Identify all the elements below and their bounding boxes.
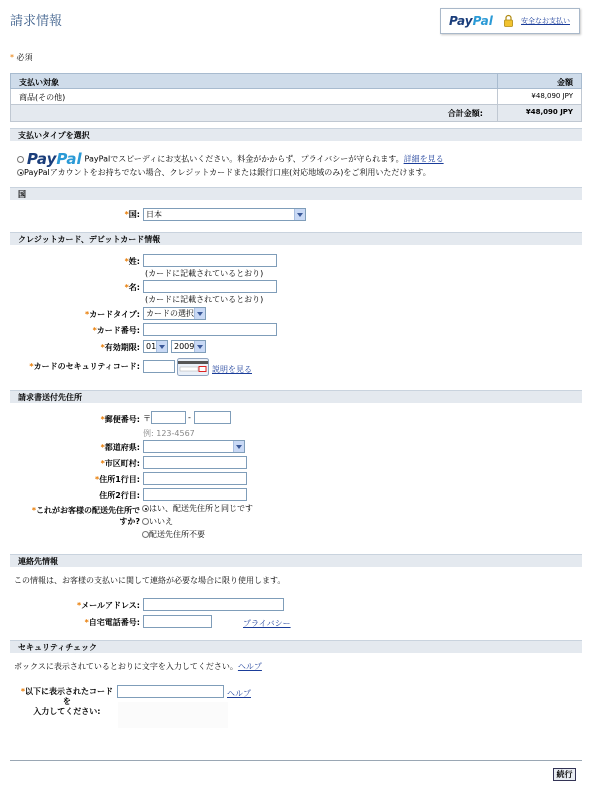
items-table-header [10, 73, 582, 89]
shipping-option-no[interactable]: いいえ [142, 516, 173, 527]
captcha-image [118, 702, 228, 728]
chevron-down-icon [156, 341, 167, 352]
card-number-input[interactable] [143, 323, 277, 336]
captcha-label: *以下に表示されたコード を 入力してください: [20, 687, 113, 716]
paypal-option [17, 150, 587, 168]
address1-label: *住所1行目: [95, 475, 140, 484]
required-note: * 必須 [10, 53, 33, 62]
captcha-input[interactable] [117, 685, 224, 698]
postal-prefix: 〒 [143, 414, 151, 423]
first-name-note: (カードに記載されているとおり) [145, 295, 264, 304]
postal-code-2-input[interactable] [194, 411, 231, 424]
paypal-logo: PayPal [26, 150, 82, 168]
card-option [17, 167, 431, 178]
shipping-option-none[interactable]: 配送先住所不要 [142, 529, 205, 540]
security-code-label: *カードのセキュリティコード: [29, 362, 140, 371]
total-value: ¥48,090 JPY [525, 108, 573, 116]
total-label: 合計金額: [447, 109, 483, 118]
yes-radio[interactable] [142, 505, 149, 512]
country-select[interactable]: 日本 [143, 208, 306, 221]
address1-input[interactable] [143, 472, 247, 485]
table-row [10, 89, 582, 105]
postal-dash: - [188, 413, 191, 422]
contact-heading: 連絡先情報 [10, 554, 582, 567]
paypal-header-box [440, 8, 580, 34]
country-heading: 国 [10, 187, 582, 200]
last-name-input[interactable] [143, 254, 277, 267]
no-radio[interactable] [142, 518, 149, 525]
security-check-heading: セキュリティチェック [10, 640, 582, 653]
card-number-label: *カード番号: [92, 326, 140, 335]
postal-example: 例: 123-4567 [143, 429, 195, 438]
item-name: 商品(その他) [19, 93, 66, 102]
security-check-description: ボックスに表示されているとおりに文字を入力してください。ヘルプ [14, 662, 262, 671]
expiry-year-select[interactable]: 2009 [171, 340, 206, 353]
continue-button[interactable]: 続行 [553, 768, 576, 781]
last-name-note: (カードに記載されているとおり) [145, 269, 264, 278]
item-column-header: 支払い対象 [19, 78, 59, 87]
lock-icon [504, 14, 513, 27]
paypal-radio[interactable] [17, 156, 24, 163]
shipping-option-yes[interactable]: はい、配送先住所と同じです [142, 503, 253, 514]
page-title: 請求情報 [10, 14, 63, 29]
amount-column-header: 金額 [557, 78, 573, 87]
email-label: *メールアドレス: [77, 601, 140, 610]
expiry-label: *有効期限: [100, 343, 140, 352]
postal-code-1-input[interactable] [151, 411, 186, 424]
postal-code-label: *郵便番号: [100, 415, 140, 424]
phone-input[interactable] [143, 615, 212, 628]
chevron-down-icon [294, 209, 305, 220]
address2-label: 住所2行目: [99, 491, 140, 500]
card-option-label: PayPalアカウントをお持ちでない場合、クレジットカードまたは銀行口座(対応地域のみ)をご利用いただけます。 [24, 168, 431, 177]
first-name-label: *名: [124, 283, 140, 292]
paypal-details-link[interactable]: 詳細を見る [403, 154, 444, 164]
email-input[interactable] [143, 598, 284, 611]
card-type-label: *カードタイプ: [85, 310, 140, 319]
prefecture-select[interactable] [143, 440, 245, 453]
security-help-link[interactable]: ヘルプ [237, 662, 262, 671]
billing-heading: 請求書送付先住所 [10, 390, 582, 403]
footer-divider [10, 760, 582, 761]
card-radio[interactable] [17, 169, 24, 176]
city-input[interactable] [143, 456, 247, 469]
chevron-down-icon [194, 308, 205, 319]
security-code-help-link[interactable]: 説明を見る [212, 365, 252, 374]
phone-label: *自宅電話番号: [84, 618, 140, 627]
card-type-select[interactable]: カードの選択 [143, 307, 206, 320]
first-name-input[interactable] [143, 280, 277, 293]
chevron-down-icon [233, 441, 244, 452]
secure-payment-link[interactable]: 安全なお支払い [521, 17, 570, 25]
payment-type-heading: 支払いタイプを選択 [10, 128, 582, 141]
address2-input[interactable] [143, 488, 247, 501]
paypal-logo: PayPal [449, 14, 493, 28]
items-total-row [10, 105, 582, 122]
expiry-month-select[interactable]: 01 [143, 340, 168, 353]
captcha-help-link[interactable]: ヘルプ [227, 689, 251, 698]
security-code-input[interactable] [143, 360, 175, 373]
paypal-description: PayPalでスピーディにお支払いください。料金がかからず、プライバシーが守られます。 [84, 154, 404, 164]
country-label: *国: [124, 210, 140, 219]
chevron-down-icon [194, 341, 205, 352]
card-security-code-icon [177, 358, 209, 376]
item-amount: ¥48,090 JPY [531, 92, 573, 100]
none-radio[interactable] [142, 531, 149, 538]
last-name-label: *姓: [124, 257, 140, 266]
contact-description: この情報は、お客様の支払いに関して連絡が必要な場合に限り使用します。 [14, 576, 286, 585]
prefecture-label: *都道府県: [100, 443, 140, 452]
shipping-address-question: *これがお客様の配送先住所で すか? [31, 506, 140, 526]
city-label: *市区町村: [100, 459, 140, 468]
card-info-heading: クレジットカード、デビットカード情報 [10, 232, 582, 245]
privacy-link[interactable]: プライバシー [243, 619, 291, 628]
